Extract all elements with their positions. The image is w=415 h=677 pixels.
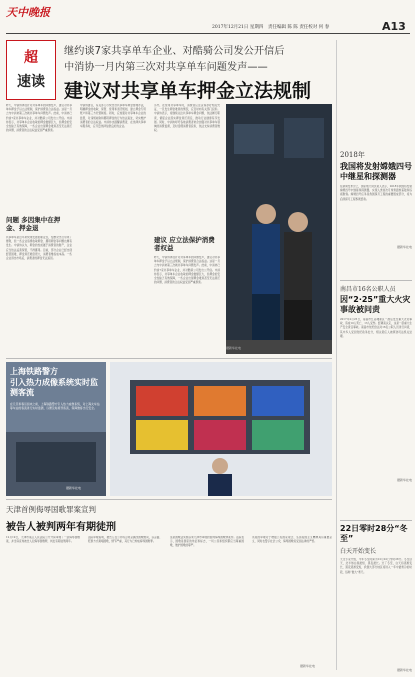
lead-subhead-2: 建议 应立法保护消费者权益: [154, 236, 215, 252]
nav-item: 陈: [293, 25, 298, 30]
sidebar-item-3: [340, 524, 412, 672]
court-headline: 被告人被判两年有期徒刑: [6, 522, 116, 533]
nav-item: 春: [324, 25, 330, 30]
masthead-rule: [6, 33, 410, 34]
lead-col-1b: 共享单车是近年来快速发展的新业态，给群众出行带来了便利，但一些企业违规收取押金、挪用押金等问题也屡有发生。中消协认为，押金的性质属于消费者的财产，企业应当依法妥善保管，不得挪用。目前，部分企业已经出现经营困难，押金退还难度很大，消费者维权成本高。一些企业退出市场后，消费者的押金无法追回。: [6, 236, 72, 261]
sidebar-item-2-title: 因“2·25”重大火灾事故被问责: [340, 295, 411, 314]
lead-col-3: 另外，在使用共享单车时，消费者应注意保存好相关凭证，一旦发生押金难退的情况，应及时向有关部门投诉。中消协表示，将继续关注共享单车押金问题，依法履行职责，督促企业落实押金退还责任，推动行业健康有序发展。同时，中消协呼吁各地消费者协会加强对共享单车领域的消费监督，及时受理消费者投诉，依法支持消费者维权。: [154, 104, 220, 133]
lead-col-2: 中消协建议，有关部门尽快出台共享单车押金管理办法，明确押金的收取、保管、使用和退还规则，建立押金专用账户和第三方托管制度。同时，应加强对共享单车企业的监管，对违规收取和挪用押金的行为依法查处，切实维护消费者的合法权益。中消协也提醒消费者，在选择共享单车服务时，应尽量选择信誉良好的企业。: [80, 104, 146, 129]
section-tag: [6, 40, 56, 100]
sidebar-item-1: [340, 150, 412, 249]
sidebar-item-2-body: 2017年2月25日，南昌市红谷滩新区一酒店发生重大火灾事故，造成10人死亡、13人受伤。经调查认定，这是一起重大生产安全责任事故。南昌市依纪依法对16名公职人员进行问责，其中多人受到党纪政务处分，相关责任人被移送司法机关处理。: [340, 318, 412, 338]
sidebar-item-1-source: 据新华社电: [396, 245, 412, 249]
sidebar-divider: [336, 40, 337, 670]
photo-story: [6, 362, 106, 496]
lead-byline: 据新华社电: [226, 346, 242, 350]
sidebar-item-2-kicker: 南昌市16名公职人员: [340, 286, 396, 293]
lead-photo-illustration: [226, 104, 332, 354]
photo-story-image-2: [110, 362, 332, 496]
nav-item: 陈: [287, 25, 292, 30]
sidebar-item-3-body: 天文专家介绍，今年冬至时间为12月22日零时28分。冬至这天，北半球白昼最短、黑夜最长。过了冬至，白天将逐渐变长，黑夜逐渐变短，我国大部分地区将进入一年中最寒冷的时段，俗称“数九”寒天。: [340, 558, 412, 574]
lead-kicker-2: 中消协一月内第三次对共享单车问题发声——: [64, 62, 268, 73]
lead-headline: 建议对共享单车押金立法规制: [64, 80, 312, 102]
lead-col-3b: 昨天，中消协再度针对共享单车的问题发声，建议对共享单车押金予以立法规制，保护消费者合法权益。这是一月之内中消协第三次就共享单车问题发声。此前，中消协已约谈7家共享单车企业，并对酷骑公司发出公开信。中消协表示，共享单车企业收取的押金数额巨大，但押金的安全性缺乏有效保障，一些企业出现押金难退甚至无法退还的问题，消费者的合法权益受到严重损害。: [154, 256, 220, 285]
court-col-3: 这是国歌法实施以来天津市审理的首例侮辱国歌罪案件。法院表示，国歌是国家的象征和标志，一切公民和组织都应当尊重国歌，维护国歌的尊严。: [170, 536, 244, 548]
monitor-scene: [110, 362, 332, 496]
section-tag-bottom: 速读: [17, 74, 45, 90]
lead-photo: [226, 104, 332, 354]
masthead: [0, 0, 415, 36]
masthead-logo: 天中晚报: [6, 6, 50, 19]
lead-kicker-1: 继约谈7家共享单车企业、对酷骑公司发公开信后: [64, 46, 285, 57]
photo-story-source: 据新华社电: [66, 486, 82, 490]
nav-item: 责任编辑: [268, 25, 286, 30]
sidebar-item-3-source: 据新华社电: [396, 668, 412, 672]
court-kicker: 天津首例侮辱国歌罪案宣判: [6, 505, 96, 514]
court-source: 据新华社电: [300, 664, 316, 668]
sidebar-divider-2: [340, 280, 412, 281]
court-col-1: 12月19日，天津市某区人民法院公开开庭审理了一起侮辱国歌案，并当庭宣判被告人犯侮辱国歌罪，判处有期徒刑两年。: [6, 536, 80, 544]
sidebar-item-1-title: 我国将发射嫦娥四号中继星和探测器: [340, 162, 412, 181]
nav-item: 责任校对: [299, 25, 318, 30]
sidebar-divider-3: [340, 520, 412, 521]
page-number: A13: [382, 20, 406, 33]
sidebar-item-3-kicker: 白天开始变长: [340, 548, 377, 555]
sidebar-item-1-year: 2018年: [340, 151, 365, 159]
nav-item: 何: [318, 25, 324, 30]
court-col-2: 法院审理查明，被告人在公共场合故意篡改国歌歌词，以歪曲、贬损方式奏唱国歌，情节严重，其行为已构成侮辱国歌罪。: [88, 536, 162, 544]
court-col-4: 该案的审理对于增强公民国家观念、弘扬爱国主义精神具有重要意义，同时也警示社会公众，侮辱国歌将受到法律的严惩。: [252, 536, 332, 544]
lead-divider: [6, 358, 332, 359]
photo-story-subtitle: 引入热力成像系统实时监测客流: [10, 378, 98, 397]
sidebar-item-2-source: 据新华社电: [396, 478, 412, 482]
masthead-nav: [268, 24, 329, 30]
lead-subhead-1: 问题 多因集中在押金、押金退: [6, 216, 61, 232]
photo-story-body: 在元旦和春运到来之前，上海铁路警方引入热力成像系统，对上海火车站等车站的客流进行实时监测，以便及时疏导客流，保障旅客出行安全。: [10, 402, 100, 411]
sidebar-item-1-body: 在新闻发布会上，国家航天局负责人表示，2018年我国将发射嫦娥四号中继星和探测器，实现人类首次月球背面软着陆和巡视勘察。嫦娥四号任务是我国探月工程的重要组成部分，将为后续探月工程积累经验。: [340, 185, 412, 201]
sidebar-item-2: [340, 284, 412, 482]
photo-story-divider: [6, 499, 332, 500]
sidebar-item-3-title: 22日零时28分“冬至”: [340, 524, 408, 543]
photo-story-title: 上海铁路警方: [10, 367, 58, 376]
lead-col-1: 昨天，中消协再度针对共享单车的问题发声，建议对共享单车押金予以立法规制，保护消费者合法权益。这是一月之内中消协第三次就共享单车问题发声。此前，中消协已约谈7家共享单车企业，并对酷骑公司发出公开信。中消协表示，共享单车企业收取的押金数额巨大，但押金的安全性缺乏有效保障，一些企业出现押金难退甚至无法退还的问题，消费者的合法权益受到严重损害。: [6, 104, 72, 133]
masthead-date: 2017年12月21日 星期四: [212, 25, 264, 30]
section-tag-top: 超: [24, 50, 38, 66]
